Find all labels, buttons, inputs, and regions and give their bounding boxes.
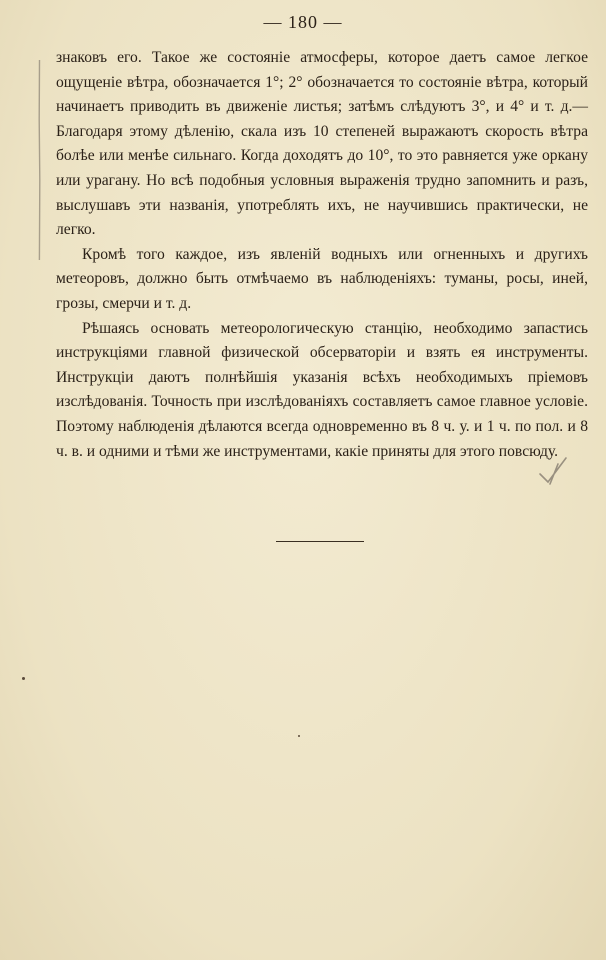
pencil-check-icon [536, 452, 576, 492]
paragraph-1: знаковъ его. Такое же состояніе атмосферы, которое даетъ самое легкое ощущеніе вѣтра, обозначается 1°; 2° обозначается то состояніе вѣтра, который начинаетъ приводить въ движеніе листья; затѣмъ слѣдуютъ 3°, и 4° и т. д.—Благодаря этому дѣленію, скала изъ 10 степеней выражаютъ скорость вѣтра болѣе или менѣе сильнаго. Когда доходятъ до 10°, то это равняется уже оркану или урагану. Но всѣ подобныя условныя выраженія трудно запомнить и разъ, выслушавъ эти названія, употреблять ихъ, не научившись практически, не легко. [56, 49, 588, 239]
page-number: — 180 — [263, 12, 343, 32]
paragraph-3: Рѣшаясь основать метеорологическую станцію, необходимо запастись инструкціями главной физической обсерваторіи и взять ея инструменты. Инструкціи даютъ полнѣйшія указанія всѣхъ необходимыхъ пріемовъ изслѣдованія. Точность при изслѣдованіяхъ составляетъ самое главное условіе. Поэтому наблюденія дѣлаются всегда одновременно въ 8 ч. у. и 1 ч. по пол. и 8 ч. в. и одними и тѣми же инструментами, какіе приняты для этого повсюду. [56, 319, 588, 460]
paragraph-2: Кромѣ того каждое, изъ явленій водныхъ или огненныхъ и другихъ метеоровъ, должно быть отмѣчаемо въ наблюденіяхъ: туманы, росы, иней, грозы, смерчи и т. д. [56, 245, 588, 312]
text-body [56, 46, 588, 464]
section-divider [276, 541, 364, 542]
paper-speck [298, 735, 300, 737]
paper-speck [22, 677, 25, 680]
pencil-margin-line-icon [38, 60, 41, 260]
